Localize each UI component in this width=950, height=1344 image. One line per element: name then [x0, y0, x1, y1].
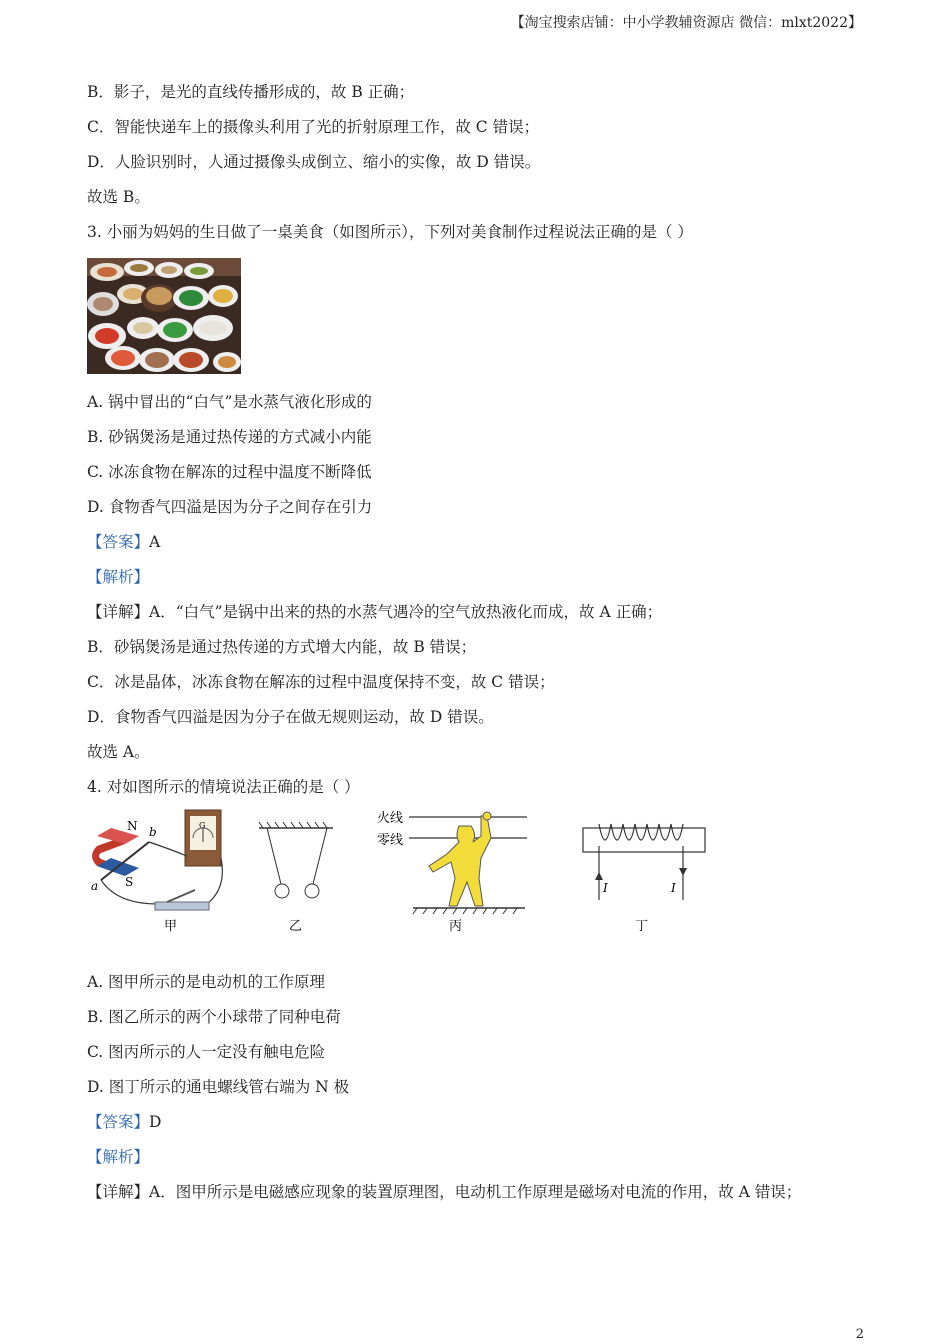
- label-bing: 丙: [449, 919, 463, 934]
- option-a: A. 图甲所示的是电动机的工作原理: [87, 973, 326, 991]
- option-b: B. 砂锅煲汤是通过热传递的方式减小内能: [87, 428, 372, 446]
- page-number: 2: [855, 1327, 864, 1342]
- answer-tag: 【答案】: [87, 533, 150, 551]
- question-4-figure: [87, 808, 727, 938]
- food-photo: [87, 258, 241, 374]
- answer-line: [87, 532, 160, 552]
- text-line: 故选 B。: [87, 188, 150, 206]
- text-line: C．冰是晶体，冰冻食物在解冻的过程中温度保持不变，故 C 错误；: [87, 673, 555, 691]
- page-header: 【淘宝搜索店铺：中小学教辅资源店 微信：mlxt2022】: [510, 15, 862, 31]
- option-d: D. 图丁所示的通电螺线管右端为 N 极: [87, 1078, 350, 1096]
- text-line: D．食物香气四溢是因为分子在做无规则运动，故 D 错误。: [87, 708, 494, 726]
- text-line: B．砂锅煲汤是通过热传递的方式增大内能，故 B 错误；: [87, 638, 477, 656]
- detail-line: [87, 602, 662, 622]
- answer-value: D: [149, 1113, 162, 1131]
- label-lingxian: 零线: [377, 833, 404, 848]
- detail-text: A．“白气”是锅中出来的热的水蒸气遇冷的空气放热液化而成，故 A 正确；: [149, 603, 663, 621]
- option-c: C. 冰冻食物在解冻的过程中温度不断降低: [87, 463, 372, 481]
- answer-line: [87, 1112, 161, 1132]
- label-g: G: [199, 821, 206, 830]
- label-i-left: I: [603, 881, 608, 895]
- question-4-stem: 4. 对如图所示的情境说法正确的是（ ）: [87, 778, 360, 796]
- question-3-stem: 3. 小丽为妈妈的生日做了一桌美食（如图所示），下列对美食制作过程说法正确的是（ ）: [87, 223, 693, 241]
- figure-bing: [377, 810, 527, 934]
- detail-line: [87, 1182, 801, 1202]
- figure-ding: [583, 824, 705, 934]
- text-line: C．智能快递车上的摄像头利用了光的折射原理工作，故 C 错误；: [87, 118, 540, 136]
- analysis-tag: 【解析】: [87, 1148, 150, 1166]
- analysis-line: [87, 567, 149, 587]
- label-ding: 丁: [635, 919, 649, 934]
- analysis-tag: 【解析】: [87, 568, 150, 586]
- figure-jia: [91, 810, 222, 934]
- option-d: D. 食物香气四溢是因为分子之间存在引力: [87, 498, 373, 516]
- detail-tag: 【详解】: [87, 1183, 150, 1201]
- answer-value: A: [149, 533, 161, 551]
- option-a: A. 锅中冒出的“白气”是水蒸气液化形成的: [87, 393, 372, 411]
- label-yi: 乙: [289, 919, 303, 934]
- text-line: D．人脸识别时，人通过摄像头成倒立、缩小的实像，故 D 错误。: [87, 153, 541, 171]
- option-b: B. 图乙所示的两个小球带了同种电荷: [87, 1008, 341, 1026]
- label-jia: 甲: [164, 919, 178, 934]
- label-b: b: [149, 825, 157, 839]
- label-n: N: [127, 819, 138, 833]
- detail-text: A．图甲所示是电磁感应现象的装置原理图，电动机工作原理是磁场对电流的作用，故 A 错误；: [149, 1183, 802, 1201]
- label-a: a: [91, 879, 99, 893]
- figure-yi: [259, 822, 333, 934]
- answer-tag: 【答案】: [87, 1113, 150, 1131]
- text-line: 故选 A。: [87, 743, 150, 761]
- label-i-right: I: [671, 881, 676, 895]
- label-huoxian: 火线: [377, 811, 404, 826]
- analysis-line: [87, 1147, 149, 1167]
- text-line: B．影子，是光的直线传播形成的，故 B 正确；: [87, 83, 415, 101]
- label-s: S: [125, 875, 134, 889]
- detail-tag: 【详解】: [87, 603, 150, 621]
- option-c: C. 图丙所示的人一定没有触电危险: [87, 1043, 326, 1061]
